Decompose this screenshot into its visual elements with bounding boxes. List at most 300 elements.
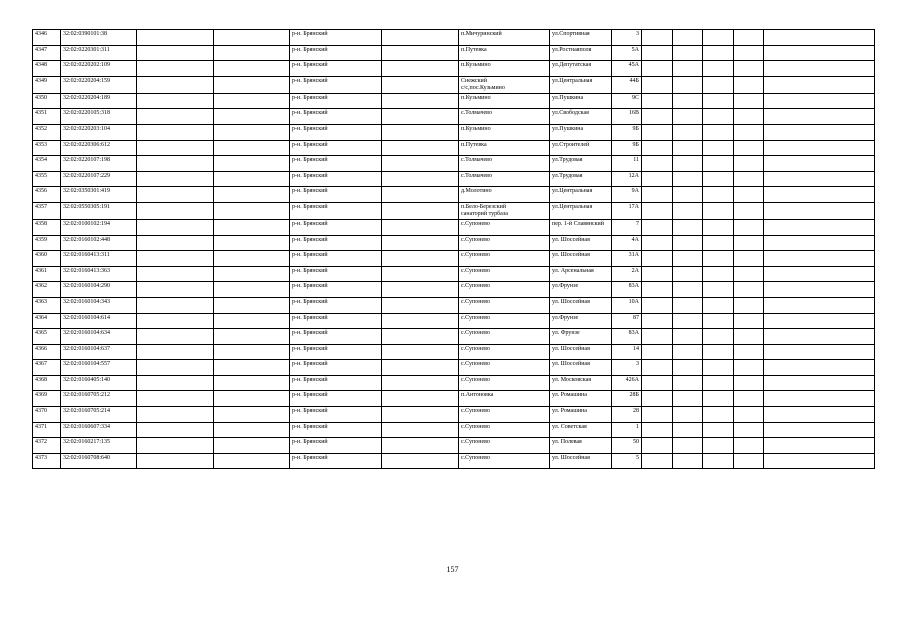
table-row: [33, 187, 875, 203]
cell-settlement: д.Молотино: [459, 187, 550, 203]
cell-settlement: с.Супонево: [459, 219, 550, 235]
cell-empty: [764, 109, 875, 125]
cell-empty: [734, 344, 764, 360]
cell-empty: [764, 61, 875, 77]
cell-empty: [642, 297, 673, 313]
cell-street: пер. 1-й Славянский: [550, 219, 612, 235]
cell-cadastral-number: 32:02:0160104:290: [61, 282, 137, 298]
table-row: [33, 235, 875, 251]
cell-house: 2А: [612, 266, 642, 282]
cell-empty: [673, 313, 703, 329]
cell-empty: [642, 219, 673, 235]
cell-empty: [382, 282, 459, 298]
cell-empty: [382, 109, 459, 125]
cell-empty: [642, 251, 673, 267]
cell-settlement: п.Кузьмино: [459, 93, 550, 109]
cell-house: 31А: [612, 251, 642, 267]
cell-empty: [734, 30, 764, 46]
cell-settlement: с.Супонево: [459, 282, 550, 298]
cell-district: р-н. Брянский: [290, 187, 382, 203]
cell-number: 4348: [33, 61, 61, 77]
cell-cadastral-number: 32:02:0220301:311: [61, 45, 137, 61]
cell-empty: [673, 124, 703, 140]
cell-empty: [764, 187, 875, 203]
cell-district: р-н. Брянский: [290, 30, 382, 46]
cell-district: р-н. Брянский: [290, 171, 382, 187]
cell-house: 28: [612, 407, 642, 423]
cell-house: 9Б: [612, 140, 642, 156]
cell-district: р-н. Брянский: [290, 76, 382, 93]
cell-empty: [642, 235, 673, 251]
cell-house: 44Б: [612, 76, 642, 93]
cell-number: 4373: [33, 453, 61, 469]
cell-street: ул.Центральная: [550, 187, 612, 203]
table-row: [33, 266, 875, 282]
table-row: [33, 251, 875, 267]
cell-empty: [703, 156, 734, 172]
cell-empty: [137, 344, 214, 360]
cell-empty: [137, 391, 214, 407]
cell-empty: [764, 93, 875, 109]
cell-house: 4А: [612, 235, 642, 251]
cell-empty: [764, 391, 875, 407]
table-row: [33, 140, 875, 156]
cell-empty: [764, 124, 875, 140]
cell-street: ул. Шоссейная: [550, 453, 612, 469]
cell-empty: [703, 297, 734, 313]
table-row: [33, 124, 875, 140]
cell-number: 4363: [33, 297, 61, 313]
cell-empty: [703, 171, 734, 187]
cell-number: 4349: [33, 76, 61, 93]
cell-empty: [673, 407, 703, 423]
cell-district: р-н. Брянский: [290, 124, 382, 140]
cell-empty: [764, 202, 875, 219]
cell-empty: [734, 109, 764, 125]
cell-empty: [214, 375, 290, 391]
cell-empty: [137, 30, 214, 46]
cell-empty: [137, 251, 214, 267]
cell-house: 16В: [612, 109, 642, 125]
cell-district: р-н. Брянский: [290, 297, 382, 313]
cell-cadastral-number: 32:02:0220107:229: [61, 171, 137, 187]
cell-number: 4350: [33, 93, 61, 109]
cell-settlement: с.Толмачево: [459, 156, 550, 172]
cell-empty: [214, 202, 290, 219]
cell-empty: [382, 219, 459, 235]
cell-street: ул.Центральная: [550, 202, 612, 219]
cell-empty: [214, 235, 290, 251]
cell-empty: [703, 438, 734, 454]
cell-empty: [382, 329, 459, 345]
cell-empty: [703, 124, 734, 140]
cell-number: 4356: [33, 187, 61, 203]
cell-empty: [673, 45, 703, 61]
cell-cadastral-number: 32:02:0160705:212: [61, 391, 137, 407]
cell-empty: [764, 438, 875, 454]
cell-house: 11: [612, 156, 642, 172]
cell-cadastral-number: 32:02:0160104:614: [61, 313, 137, 329]
cell-street: ул. Арсенальная: [550, 266, 612, 282]
cell-district: р-н. Брянский: [290, 202, 382, 219]
cell-empty: [382, 266, 459, 282]
cell-empty: [214, 282, 290, 298]
cell-empty: [734, 124, 764, 140]
cell-empty: [214, 251, 290, 267]
cell-empty: [764, 344, 875, 360]
cell-empty: [764, 407, 875, 423]
cell-cadastral-number: 32:02:0220203:104: [61, 124, 137, 140]
table-row: [33, 297, 875, 313]
table-row: [33, 76, 875, 93]
cell-empty: [642, 453, 673, 469]
cell-empty: [214, 360, 290, 376]
cell-street: ул.Фрунзе: [550, 282, 612, 298]
cell-empty: [382, 187, 459, 203]
cell-settlement: п.Кузьмино: [459, 124, 550, 140]
cell-cadastral-number: 32:02:0220202:109: [61, 61, 137, 77]
cell-empty: [214, 453, 290, 469]
cell-empty: [214, 30, 290, 46]
cell-district: р-н. Брянский: [290, 219, 382, 235]
table-body: [33, 30, 875, 469]
cell-empty: [382, 407, 459, 423]
cell-empty: [214, 297, 290, 313]
cell-empty: [214, 187, 290, 203]
cell-settlement: с.Супонево: [459, 360, 550, 376]
cell-empty: [137, 156, 214, 172]
cell-empty: [214, 266, 290, 282]
cell-district: р-н. Брянский: [290, 407, 382, 423]
cell-empty: [214, 109, 290, 125]
cell-empty: [214, 329, 290, 345]
cell-empty: [214, 76, 290, 93]
cell-house: 17А: [612, 202, 642, 219]
cell-empty: [703, 422, 734, 438]
cell-empty: [673, 453, 703, 469]
cell-district: р-н. Брянский: [290, 344, 382, 360]
cell-empty: [673, 329, 703, 345]
table-row: [33, 219, 875, 235]
cell-street: ул. Полевая: [550, 438, 612, 454]
cell-district: р-н. Брянский: [290, 329, 382, 345]
cell-settlement: п.Бело-Березский санаторий турбаза: [459, 202, 550, 219]
cell-empty: [673, 76, 703, 93]
table-row: [33, 45, 875, 61]
cell-empty: [382, 438, 459, 454]
cell-street: ул.Пушкина: [550, 124, 612, 140]
cell-empty: [214, 140, 290, 156]
cell-empty: [214, 407, 290, 423]
cell-empty: [764, 235, 875, 251]
cell-number: 4358: [33, 219, 61, 235]
cell-empty: [673, 282, 703, 298]
cell-house: 14: [612, 344, 642, 360]
cell-empty: [734, 140, 764, 156]
cell-settlement: с.Супонево: [459, 453, 550, 469]
cell-cadastral-number: 32:02:0160104:557: [61, 360, 137, 376]
cell-house: 10А: [612, 297, 642, 313]
cell-empty: [764, 282, 875, 298]
cell-empty: [642, 282, 673, 298]
cell-cadastral-number: 32:02:0160102:448: [61, 235, 137, 251]
cell-number: 4370: [33, 407, 61, 423]
cell-district: р-н. Брянский: [290, 453, 382, 469]
cell-empty: [137, 45, 214, 61]
cell-empty: [734, 61, 764, 77]
cell-empty: [764, 156, 875, 172]
cell-empty: [673, 235, 703, 251]
cell-empty: [214, 45, 290, 61]
cell-house: 45А: [612, 61, 642, 77]
cell-settlement: с.Супонево: [459, 422, 550, 438]
cell-empty: [764, 140, 875, 156]
cell-house: 1: [612, 422, 642, 438]
cell-empty: [137, 375, 214, 391]
cell-empty: [673, 391, 703, 407]
cell-empty: [382, 251, 459, 267]
table-row: [33, 407, 875, 423]
table-row: [33, 202, 875, 219]
cell-empty: [642, 422, 673, 438]
cell-empty: [642, 266, 673, 282]
cell-number: 4352: [33, 124, 61, 140]
cell-empty: [382, 313, 459, 329]
cell-empty: [642, 329, 673, 345]
table-row: [33, 375, 875, 391]
cell-street: ул.Пушкина: [550, 93, 612, 109]
cell-street: ул.Свободская: [550, 109, 612, 125]
cell-street: ул.Спортивная: [550, 30, 612, 46]
cell-cadastral-number: 32:02:0160104:637: [61, 344, 137, 360]
cell-empty: [703, 453, 734, 469]
cell-empty: [734, 187, 764, 203]
table-row: [33, 61, 875, 77]
cell-house: 50: [612, 438, 642, 454]
cell-empty: [382, 453, 459, 469]
cell-empty: [734, 391, 764, 407]
cell-empty: [673, 30, 703, 46]
cell-number: 4354: [33, 156, 61, 172]
cell-house: 3: [612, 360, 642, 376]
cell-cadastral-number: 32:02:0350301:419: [61, 187, 137, 203]
cell-district: р-н. Брянский: [290, 45, 382, 61]
cell-number: 4371: [33, 422, 61, 438]
cell-empty: [703, 109, 734, 125]
cell-empty: [734, 219, 764, 235]
cell-settlement: п.Путевка: [459, 45, 550, 61]
cell-district: р-н. Брянский: [290, 109, 382, 125]
cell-district: р-н. Брянский: [290, 360, 382, 376]
cell-empty: [642, 313, 673, 329]
cell-empty: [734, 251, 764, 267]
cell-house: 7: [612, 219, 642, 235]
cell-empty: [734, 297, 764, 313]
cell-empty: [642, 407, 673, 423]
cell-house: 9А: [612, 187, 642, 203]
cell-empty: [137, 407, 214, 423]
cell-street: ул.Центральная: [550, 76, 612, 93]
cell-house: 3: [612, 30, 642, 46]
cell-empty: [764, 375, 875, 391]
cell-empty: [137, 266, 214, 282]
cell-empty: [214, 93, 290, 109]
cell-cadastral-number: 32:02:0550305:191: [61, 202, 137, 219]
cell-empty: [764, 76, 875, 93]
cell-cadastral-number: 32:02:0220204:189: [61, 93, 137, 109]
cell-number: 4364: [33, 313, 61, 329]
cell-empty: [764, 45, 875, 61]
cell-empty: [382, 202, 459, 219]
cell-district: р-н. Брянский: [290, 422, 382, 438]
cell-house: 83А: [612, 282, 642, 298]
cell-street: ул. Шоссейная: [550, 251, 612, 267]
cell-district: р-н. Брянский: [290, 391, 382, 407]
cell-street: ул. Московская: [550, 375, 612, 391]
cell-empty: [642, 93, 673, 109]
cell-cadastral-number: 32:02:0220105:318: [61, 109, 137, 125]
cell-settlement: п.Антоновка: [459, 391, 550, 407]
cell-empty: [703, 30, 734, 46]
cell-empty: [703, 93, 734, 109]
cell-number: 4367: [33, 360, 61, 376]
cell-house: 9С: [612, 93, 642, 109]
cell-empty: [137, 422, 214, 438]
cell-cadastral-number: 32:02:0160708:640: [61, 453, 137, 469]
cell-empty: [137, 219, 214, 235]
cell-settlement: с.Супонево: [459, 375, 550, 391]
cell-empty: [137, 297, 214, 313]
cell-settlement: с.Толмачево: [459, 109, 550, 125]
cell-number: 4366: [33, 344, 61, 360]
cell-district: р-н. Брянский: [290, 156, 382, 172]
cell-number: 4359: [33, 235, 61, 251]
cell-empty: [642, 438, 673, 454]
cell-settlement: с.Супонево: [459, 297, 550, 313]
cell-empty: [382, 375, 459, 391]
cell-number: 4369: [33, 391, 61, 407]
cell-street: ул. Ромашина: [550, 407, 612, 423]
cell-empty: [137, 453, 214, 469]
cell-house: 12А: [612, 171, 642, 187]
table-row: [33, 93, 875, 109]
cell-number: 4357: [33, 202, 61, 219]
cell-street: ул. Шоссейная: [550, 235, 612, 251]
cell-district: р-н. Брянский: [290, 266, 382, 282]
cell-empty: [382, 391, 459, 407]
cell-empty: [382, 297, 459, 313]
cell-empty: [673, 109, 703, 125]
cell-cadastral-number: 32:02:0160405:140: [61, 375, 137, 391]
cell-number: 4362: [33, 282, 61, 298]
table-row: [33, 453, 875, 469]
cell-empty: [734, 93, 764, 109]
cell-number: 4351: [33, 109, 61, 125]
cell-empty: [703, 235, 734, 251]
cell-empty: [703, 282, 734, 298]
cell-empty: [764, 266, 875, 282]
cell-empty: [137, 171, 214, 187]
cell-empty: [764, 30, 875, 46]
cell-empty: [764, 453, 875, 469]
cell-district: р-н. Брянский: [290, 235, 382, 251]
cell-street: ул.Трудовая: [550, 156, 612, 172]
cell-settlement: с.Супонево: [459, 235, 550, 251]
cell-empty: [703, 375, 734, 391]
table-row: [33, 109, 875, 125]
cell-district: р-н. Брянский: [290, 313, 382, 329]
cell-empty: [642, 45, 673, 61]
cell-empty: [764, 329, 875, 345]
cell-empty: [703, 391, 734, 407]
cell-settlement: с.Супонево: [459, 313, 550, 329]
cell-empty: [137, 109, 214, 125]
cell-street: ул.Депутатская: [550, 61, 612, 77]
cell-empty: [703, 329, 734, 345]
table-row: [33, 30, 875, 46]
cell-settlement: с.Супонево: [459, 438, 550, 454]
cell-settlement: с.Супонево: [459, 266, 550, 282]
cell-settlement: п.Кузьмино: [459, 61, 550, 77]
cell-district: р-н. Брянский: [290, 282, 382, 298]
table-row: [33, 344, 875, 360]
cell-empty: [642, 61, 673, 77]
cell-empty: [382, 156, 459, 172]
cell-empty: [673, 360, 703, 376]
cell-empty: [214, 391, 290, 407]
cell-empty: [137, 93, 214, 109]
cell-empty: [734, 156, 764, 172]
cell-number: 4365: [33, 329, 61, 345]
cell-empty: [703, 219, 734, 235]
cell-district: р-н. Брянский: [290, 93, 382, 109]
cell-street: ул.Строителей: [550, 140, 612, 156]
cell-district: р-н. Брянский: [290, 61, 382, 77]
cell-number: 4372: [33, 438, 61, 454]
cell-house: 9Б: [612, 124, 642, 140]
cell-empty: [673, 187, 703, 203]
page-number: 157: [446, 565, 459, 574]
cell-street: ул. Шоссейная: [550, 297, 612, 313]
cell-house: 426А: [612, 375, 642, 391]
cell-empty: [703, 407, 734, 423]
cell-settlement: с.Супонево: [459, 329, 550, 345]
cell-street: ул. Ромашина: [550, 391, 612, 407]
cell-empty: [734, 453, 764, 469]
table-row: [33, 329, 875, 345]
table-row: [33, 422, 875, 438]
cell-empty: [642, 391, 673, 407]
cell-cadastral-number: 32:02:0100102:194: [61, 219, 137, 235]
cell-empty: [734, 360, 764, 376]
cell-empty: [137, 360, 214, 376]
cell-cadastral-number: 32:02:0160104:634: [61, 329, 137, 345]
cell-empty: [137, 187, 214, 203]
cell-empty: [764, 313, 875, 329]
cell-empty: [703, 202, 734, 219]
cell-empty: [382, 76, 459, 93]
cell-number: 4353: [33, 140, 61, 156]
cell-empty: [673, 156, 703, 172]
cell-empty: [734, 313, 764, 329]
cell-district: р-н. Брянский: [290, 438, 382, 454]
cell-empty: [734, 266, 764, 282]
cell-number: 4360: [33, 251, 61, 267]
cell-empty: [382, 93, 459, 109]
cell-empty: [673, 344, 703, 360]
cell-empty: [642, 140, 673, 156]
cell-empty: [137, 140, 214, 156]
